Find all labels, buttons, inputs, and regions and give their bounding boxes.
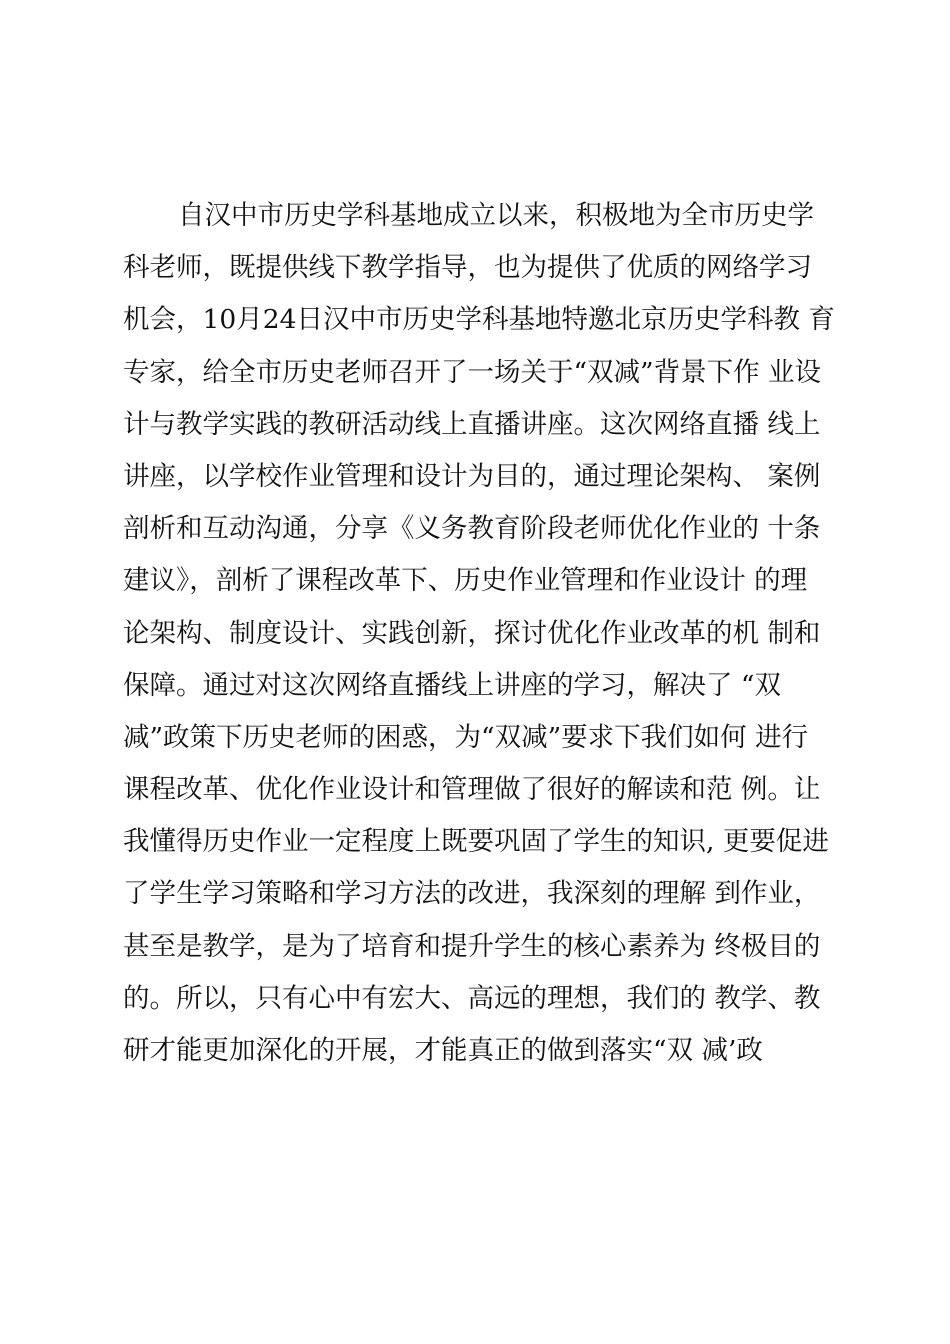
paragraph-line: 甚至是教学，是为了培育和提升学生的核心素养为 终极目的 <box>123 930 821 962</box>
paragraph-line: 论架构、制度设计、实践创新，探讨优化作业改革的机 制和 <box>123 617 821 649</box>
paragraph-line: 减”政策下历史老师的困惑，为“双减”要求下我们如何 进行 <box>123 721 809 753</box>
paragraph-line: 讲座，以学校作业管理和设计为目的，通过理论架构、 案例 <box>123 460 821 492</box>
paragraph-line: 研才能更加深化的开展，才能真正的做到落实“双 减’政 <box>123 1035 763 1066</box>
body-paragraph <box>123 190 843 1077</box>
paragraph-line: 专家，给全市历史老师召开了一场关于“双减”背景下作 业设 <box>123 356 822 388</box>
paragraph-line: 了学生学习策略和学习方法的改进，我深刻的理解 到作业， <box>123 878 821 910</box>
paragraph-line: 的。所以，只有心中有宏大、高远的理想，我们的 教学、教 <box>123 982 821 1014</box>
paragraph-line: 保障。通过对这次网络直播线上讲座的学习，解决了 “双 <box>123 669 781 701</box>
paragraph-line: 课程改革、优化作业设计和管理做了很好的解读和范 例。让 <box>123 774 821 806</box>
paragraph-line: 建议》，剖析了课程改革下、历史作业管理和作业设计 的理 <box>123 565 808 597</box>
paragraph-line: 科老师，既提供线下教学指导，也为提供了优质的网络学习 <box>123 252 812 284</box>
paragraph-line: 计与教学实践的教研活动线上直播讲座。这次网络直播 线上 <box>123 408 821 440</box>
paragraph-line: 自汉中市历史学科基地成立以来，积极地为全市历史学 <box>178 200 814 231</box>
paragraph-line: 我懂得历史作业一定程度上既要巩固了学生的知识, 更要促进 <box>123 826 829 858</box>
paragraph-line: 机会，10月24日汉中市历史学科基地特邀北京历史学科教 育 <box>123 304 835 336</box>
paragraph-line: 剖析和互动沟通，分享《义务教育阶段老师优化作业的 十条 <box>123 513 821 545</box>
